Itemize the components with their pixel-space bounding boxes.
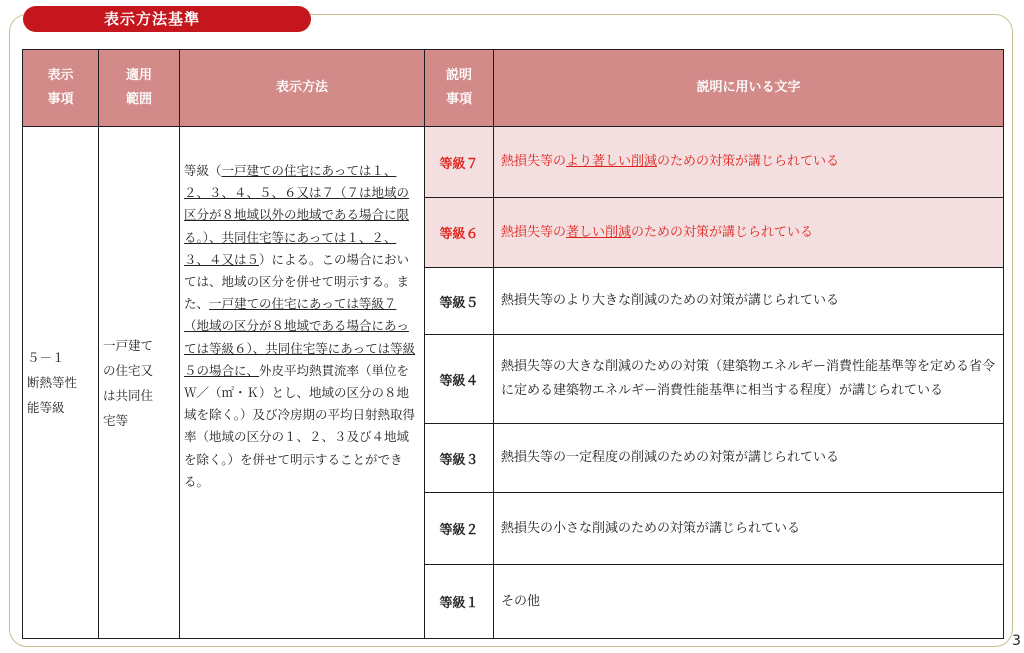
grade-label: 等級６ xyxy=(425,198,494,268)
grade-description: 熱損失等の大きな削減のための対策（建築物エネルギー消費性能基準等を定める省令に定める建築物エネルギー消費性能基準に相当する程度）が講じられている xyxy=(494,335,1004,424)
grade-description: 熱損失の小さな削減のための対策が講じられている xyxy=(494,493,1004,565)
grade-description: その他 xyxy=(494,565,1004,639)
table-row xyxy=(23,127,1004,198)
header-scope: 適用 範囲 xyxy=(99,50,180,127)
grade-description: 熱損失等のより大きな削減のための対策が講じられている xyxy=(494,268,1004,335)
grade-label: 等級５ xyxy=(425,268,494,335)
grade-label: 等級４ xyxy=(425,335,494,424)
table-header-row xyxy=(23,50,1004,127)
grade-description: 熱損失等の著しい削減のための対策が講じられている xyxy=(494,198,1004,268)
header-grade: 説明 事項 xyxy=(425,50,494,127)
page-title: 表示方法基準 xyxy=(104,10,201,28)
grade-label: 等級７ xyxy=(425,127,494,198)
grade-label: 等級３ xyxy=(425,424,494,493)
method-cell: 等級（一戸建ての住宅にあっては１、２、３、４、５、６又は７（７は地域の区分が８地域以外の地域である場合に限る。）、共同住宅等にあっては１、２、３、４又は５）による。この場合においては、地域の区分を併せて明示する。また、一戸建ての住宅にあっては等級７（地域の区分が８地域である場合にあっては等級６）、共同住宅等にあっては等級５の場合に、外皮平均熱貫流率（単位をＷ／（㎡・Ｋ）とし、地域の区分の８地域を除く。）及び冷房期の平均日射熱取得率（地域の区分の１、２、３及び４地域を除く。）を併せて明示することができる。 xyxy=(180,127,425,639)
header-description: 説明に用いる文字 xyxy=(494,50,1004,127)
page-number: 3 xyxy=(1012,633,1021,649)
standards-table xyxy=(22,49,1004,639)
grade-description: 熱損失等の一定程度の削減のための対策が講じられている xyxy=(494,424,1004,493)
grade-label: 等級１ xyxy=(425,565,494,639)
grade-label: 等級２ xyxy=(425,493,494,565)
item-cell: ５－１ 断熱等性 能等級 xyxy=(23,127,99,639)
header-item: 表示 事項 xyxy=(23,50,99,127)
grade-description: 熱損失等のより著しい削減のための対策が講じられている xyxy=(494,127,1004,198)
scope-cell: 一戸建て の住宅又 は共同住 宅等 xyxy=(99,127,180,639)
header-method: 表示方法 xyxy=(180,50,425,127)
